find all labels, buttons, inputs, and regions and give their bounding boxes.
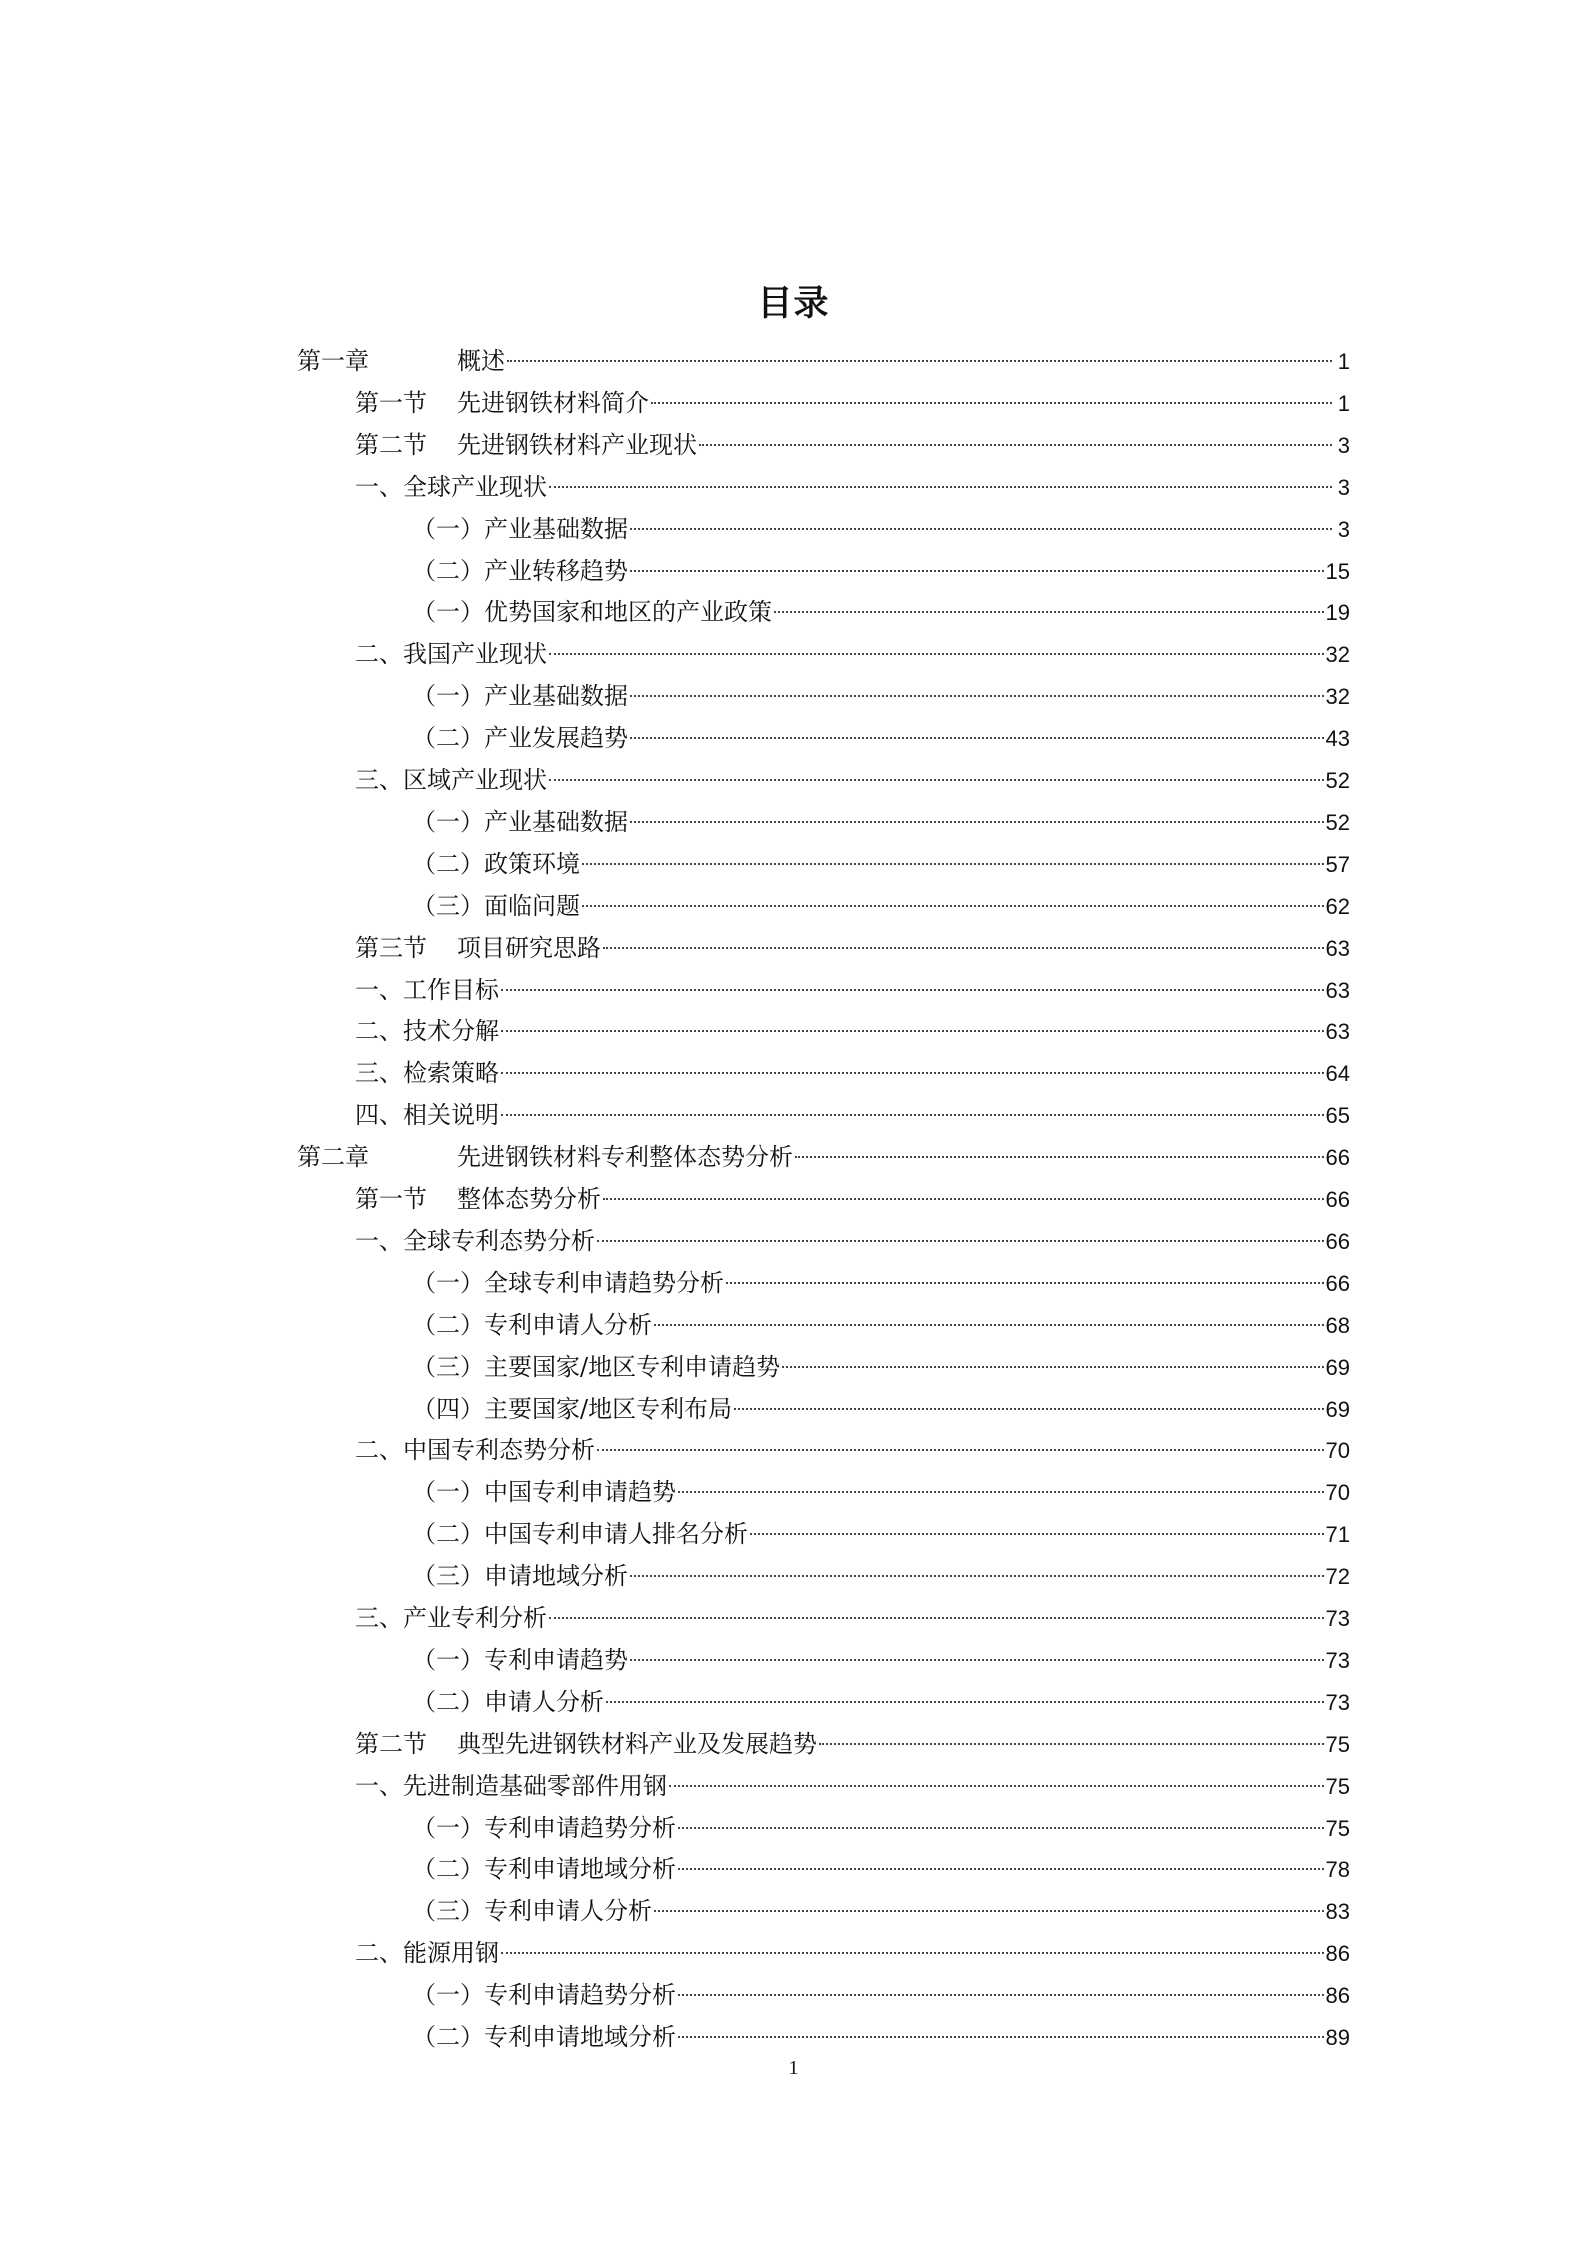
toc-entry-number: 第三节 [355, 933, 427, 962]
toc-dot-leader [597, 1240, 1324, 1242]
toc-entry-page: 73 [1325, 1647, 1350, 1673]
toc-entry[interactable] [412, 801, 1350, 843]
toc-entry-page: 19 [1325, 600, 1350, 626]
toc-entry-label: 二、中国专利态势分析 [355, 1436, 595, 1465]
toc-entry-label: 二、能源用钢 [355, 1939, 499, 1968]
toc-entry-label: 一、工作目标 [355, 975, 499, 1004]
toc-entry-page: 73 [1325, 1606, 1350, 1631]
toc-entry-label: 四、相关说明 [355, 1101, 499, 1130]
toc-dot-leader [678, 1868, 1324, 1870]
toc-entry-label: 三、区域产业现状 [355, 766, 547, 794]
toc-entry-page: 63 [1325, 977, 1350, 1003]
toc-dot-leader [501, 1030, 1324, 1032]
toc-entry-label: （三）专利申请人分析 [412, 1897, 652, 1926]
toc-entry[interactable] [355, 1597, 1350, 1639]
toc-entry-label: 先进钢铁材料专利整体态势分析 [457, 1143, 793, 1172]
toc-entry-page: 32 [1325, 642, 1350, 668]
toc-entry-number: 第二章 [297, 1143, 369, 1172]
toc-dot-leader [630, 737, 1324, 739]
toc-entry-page: 57 [1325, 851, 1350, 877]
toc-entry-page: 70 [1325, 1438, 1350, 1464]
toc-entry-label: （二）政策环境 [412, 849, 580, 878]
toc-entry[interactable] [297, 1136, 1350, 1178]
toc-entry-page: 64 [1325, 1061, 1350, 1087]
toc-entry-page: 43 [1325, 726, 1350, 752]
toc-entry[interactable] [412, 1346, 1350, 1388]
toc-entry-page: 3 [1337, 432, 1350, 458]
toc-dot-leader [582, 905, 1324, 907]
toc-entry[interactable] [297, 340, 1350, 382]
toc-dot-leader [549, 653, 1324, 655]
toc-entry-label: （一）专利申请趋势分析 [412, 1981, 676, 2010]
toc-entry-label: 整体态势分析 [457, 1185, 601, 1213]
toc-entry-page: 15 [1325, 558, 1350, 584]
toc-entry-page: 69 [1325, 1396, 1350, 1422]
toc-entry[interactable] [412, 1848, 1350, 1890]
toc-entry[interactable] [412, 591, 1350, 633]
toc-entry[interactable] [355, 1010, 1350, 1052]
toc-entry-label: （一）专利申请趋势分析 [412, 1813, 676, 1842]
toc-dot-leader [501, 1952, 1324, 1954]
toc-entry[interactable] [355, 969, 1350, 1011]
toc-entry-page: 86 [1325, 1983, 1350, 2009]
toc-entry[interactable] [412, 1974, 1350, 2016]
toc-dot-leader [501, 1114, 1324, 1116]
toc-entry-label: 项目研究思路 [457, 933, 601, 962]
toc-entry-label: （二）中国专利申请人排名分析 [412, 1520, 748, 1549]
toc-dot-leader [630, 1575, 1324, 1577]
toc-entry-label: （一）全球专利申请趋势分析 [412, 1268, 724, 1297]
toc-entry-label: （二）专利申请人分析 [412, 1310, 652, 1339]
toc-entry-label: 三、检索策略 [355, 1059, 499, 1088]
toc-entry[interactable] [412, 1471, 1350, 1513]
toc-dot-leader [603, 1198, 1324, 1200]
toc-entry-page: 70 [1325, 1480, 1350, 1506]
toc-entry[interactable] [412, 1807, 1350, 1849]
toc-dot-leader [630, 695, 1324, 697]
toc-entry[interactable] [412, 1890, 1350, 1932]
toc-entry-page: 66 [1325, 1187, 1350, 1212]
toc-entry-number: 第一章 [297, 347, 369, 375]
toc-entry-page: 52 [1325, 768, 1350, 793]
toc-entry-label: （四）主要国家/地区专利布局 [412, 1394, 733, 1423]
toc-entry-label: （三）申请地域分析 [412, 1562, 628, 1591]
toc-entry-label: （二）专利申请地域分析 [412, 2023, 676, 2051]
toc-entry-page: 62 [1325, 893, 1350, 919]
toc-entry-label: 先进钢铁材料简介 [457, 388, 649, 417]
toc-entry-page: 65 [1325, 1103, 1350, 1129]
toc-entry-page: 1 [1337, 349, 1350, 374]
toc-dot-leader [678, 1994, 1324, 1996]
toc-entry[interactable] [412, 1513, 1350, 1555]
toc-dot-leader [726, 1282, 1324, 1284]
toc-entry[interactable] [355, 1052, 1350, 1094]
toc-entry-page: 69 [1325, 1354, 1350, 1380]
toc-entry[interactable] [412, 843, 1350, 885]
toc-entry[interactable] [412, 2016, 1350, 2058]
toc-dot-leader [549, 779, 1324, 781]
toc-dot-leader [630, 570, 1324, 572]
toc-dot-leader [678, 2036, 1324, 2038]
toc-dot-leader [669, 1785, 1324, 1787]
toc-entry-label: （一）产业基础数据 [412, 807, 628, 836]
toc-dot-leader [549, 486, 1332, 488]
toc-entry-label: （三）面临问题 [412, 891, 580, 920]
toc-entry-label: （一）优势国家和地区的产业政策 [412, 598, 772, 627]
toc-dot-leader [819, 1743, 1324, 1745]
toc-entry[interactable] [355, 1765, 1350, 1807]
toc-entry-label: 概述 [457, 347, 505, 375]
toc-entry-label: （一）中国专利申请趋势 [412, 1478, 676, 1507]
toc-entry-page: 89 [1325, 2025, 1350, 2050]
toc-entry-label: 二、我国产业现状 [355, 640, 547, 669]
toc-dot-leader [678, 1491, 1324, 1493]
toc-dot-leader [782, 1366, 1323, 1368]
toc-entry-page: 66 [1325, 1270, 1350, 1296]
toc-entry-page: 32 [1325, 684, 1350, 710]
toc-entry[interactable] [355, 1932, 1350, 1974]
toc-entry-page: 75 [1325, 1815, 1350, 1841]
toc-entry-page: 66 [1325, 1145, 1350, 1171]
toc-entry-page: 3 [1337, 516, 1350, 542]
toc-dot-leader [606, 1701, 1324, 1703]
toc-entry-label: （三）主要国家/地区专利申请趋势 [412, 1352, 781, 1381]
toc-dot-leader [630, 821, 1324, 823]
toc-entry-page: 52 [1325, 809, 1350, 835]
toc-entry-page: 1 [1337, 390, 1350, 416]
toc-entry[interactable] [355, 633, 1350, 675]
page-number-footer: 1 [788, 2057, 799, 2079]
toc-entry[interactable] [355, 466, 1350, 508]
toc-entry-page: 3 [1337, 474, 1350, 500]
toc-entry-number: 第一节 [355, 388, 427, 417]
toc-entry[interactable] [355, 1429, 1350, 1471]
toc-entry-page: 63 [1325, 935, 1350, 961]
toc-entry[interactable] [412, 1262, 1350, 1304]
toc-entry[interactable] [412, 1304, 1350, 1346]
toc-entry[interactable] [412, 1639, 1350, 1681]
toc-entry[interactable] [412, 1388, 1350, 1430]
page-title: 目录 [757, 283, 830, 324]
toc-entry[interactable] [355, 1178, 1350, 1220]
toc-dot-leader [734, 1408, 1323, 1410]
toc-dot-leader [501, 1072, 1324, 1074]
toc-entry[interactable] [355, 1723, 1350, 1765]
toc-entry-number: 第二节 [355, 1729, 427, 1758]
toc-entry[interactable] [355, 927, 1350, 969]
toc-entry-label: （二）专利申请地域分析 [412, 1855, 676, 1884]
toc-entry-label: 二、技术分解 [355, 1017, 499, 1046]
toc-dot-leader [654, 1910, 1324, 1912]
toc-entry[interactable] [412, 1555, 1350, 1597]
toc-entry-page: 75 [1325, 1731, 1350, 1757]
toc-entry-label: （二）申请人分析 [412, 1687, 604, 1716]
toc-dot-leader [654, 1324, 1324, 1326]
toc-entry[interactable] [355, 759, 1350, 801]
toc-entry-label: （一）产业基础数据 [412, 682, 628, 711]
toc-dot-leader [630, 1659, 1324, 1661]
toc-entry-number: 第一节 [355, 1185, 427, 1213]
toc-dot-leader [603, 947, 1324, 949]
toc-dot-leader [651, 402, 1332, 404]
toc-entry-page: 83 [1325, 1899, 1350, 1925]
toc-entry-page: 71 [1325, 1522, 1350, 1548]
toc-entry[interactable] [412, 550, 1350, 592]
toc-entry-label: 一、全球专利态势分析 [355, 1226, 595, 1255]
toc-dot-leader [501, 989, 1324, 991]
toc-dot-leader [699, 444, 1332, 446]
toc-entry[interactable] [355, 1220, 1350, 1262]
toc-dot-leader [507, 360, 1332, 362]
toc-entry[interactable] [355, 424, 1350, 466]
toc-entry[interactable] [412, 885, 1350, 927]
toc-entry[interactable] [412, 1681, 1350, 1723]
toc-entry-page: 66 [1325, 1228, 1350, 1254]
toc-dot-leader [795, 1156, 1324, 1158]
toc-entry[interactable] [412, 675, 1350, 717]
toc-entry-page: 68 [1325, 1312, 1350, 1338]
toc-entry-label: 先进钢铁材料产业现状 [457, 430, 697, 459]
toc-dot-leader [582, 863, 1324, 865]
toc-entry-label: 一、全球产业现状 [355, 472, 547, 501]
toc-dot-leader [549, 1617, 1324, 1619]
toc-dot-leader [597, 1449, 1324, 1451]
toc-entry-label: （一）专利申请趋势 [412, 1645, 628, 1674]
toc-entry-label: 典型先进钢铁材料产业及发展趋势 [457, 1729, 817, 1758]
toc-entry-page: 73 [1325, 1689, 1350, 1715]
toc-entry-page: 75 [1325, 1773, 1350, 1799]
toc-entry-page: 86 [1325, 1941, 1350, 1967]
toc-entry[interactable] [412, 508, 1350, 550]
toc-entry-number: 第二节 [355, 430, 427, 459]
toc-entry-label: 三、产业专利分析 [355, 1604, 547, 1632]
toc-entry-label: （二）产业发展趋势 [412, 724, 628, 753]
toc-dot-leader [630, 528, 1332, 530]
toc-dot-leader [750, 1533, 1324, 1535]
toc-dot-leader [774, 611, 1324, 613]
toc-entry-page: 63 [1325, 1019, 1350, 1045]
toc-entry-label: （一）产业基础数据 [412, 514, 628, 543]
toc-entry[interactable] [355, 382, 1350, 424]
toc-entry-label: （二）产业转移趋势 [412, 556, 628, 585]
toc-entry-label: 一、先进制造基础零部件用钢 [355, 1771, 667, 1800]
toc-entry-page: 72 [1325, 1564, 1350, 1590]
toc-dot-leader [678, 1827, 1324, 1829]
toc-entry[interactable] [355, 1094, 1350, 1136]
toc-entry-page: 78 [1325, 1857, 1350, 1883]
toc-entry[interactable] [412, 717, 1350, 759]
